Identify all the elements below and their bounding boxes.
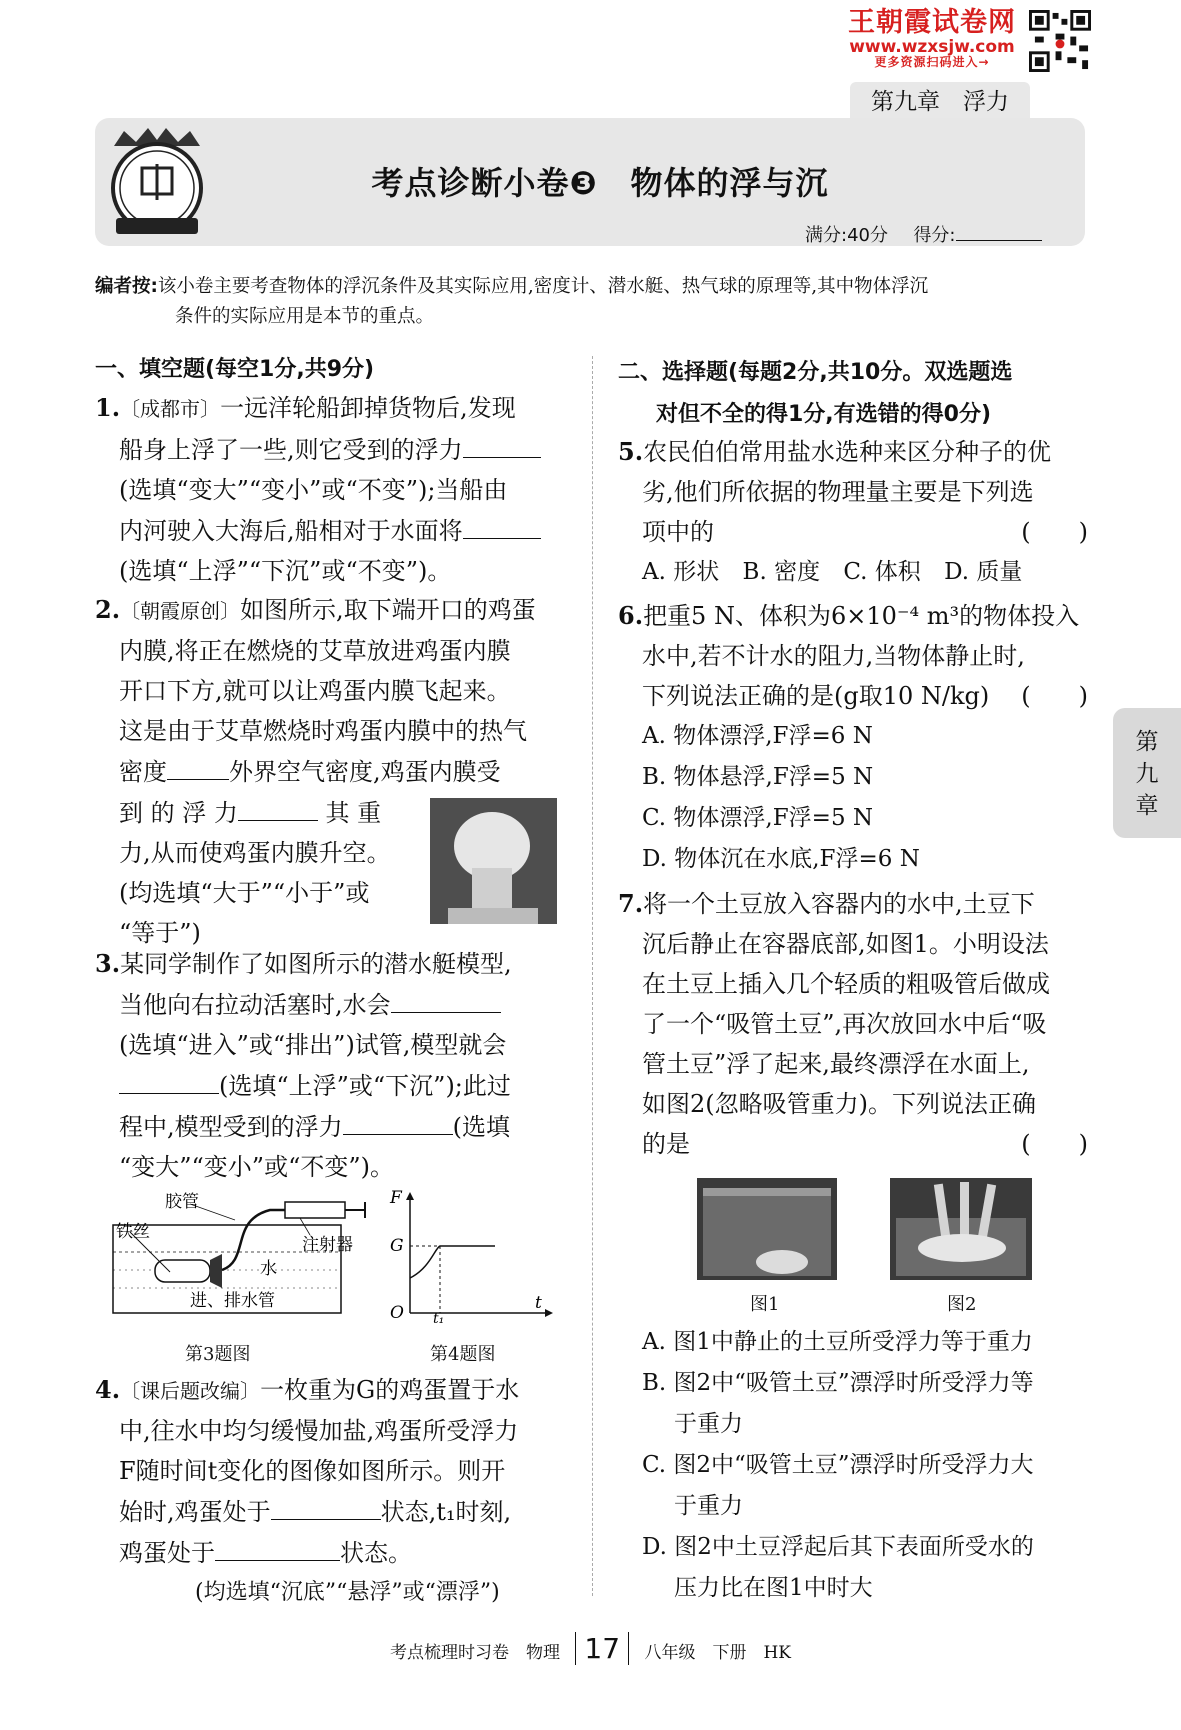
fig4-origin-O: O [390, 1303, 404, 1323]
q7-text: 沉后静止在容器底部,如图1。小明设法 [642, 930, 1049, 958]
q7-number: 7. [618, 889, 644, 918]
chapter-tab: 第九章 浮力 [850, 82, 1030, 122]
editor-note [95, 272, 1095, 332]
fig4-axis-F: F [390, 1188, 402, 1208]
q2-text: 力,从而使鸡蛋内膜升空。 [119, 839, 391, 867]
q1-text: (选填“上浮”“下沉”或“不变”)。 [119, 557, 452, 585]
section2-title [618, 352, 1012, 436]
section1-title: 一、填空题(每空1分,共9分) [95, 357, 375, 382]
brand-name: 王朝霞试卷网 [848, 7, 1016, 38]
question-7 [618, 884, 1088, 1164]
q7-option-c[interactable]: C. 图2中“吸管土豆”漂浮时所受浮力大 [642, 1452, 1034, 1478]
question-4 [95, 1370, 565, 1613]
brand-block [848, 8, 1016, 70]
fig4-axis-t: t [535, 1293, 542, 1313]
page-footer [0, 1632, 1181, 1665]
q2-text: 外界空气密度,鸡蛋内膜受 [229, 758, 501, 786]
side-tab-char: 第 [1135, 729, 1159, 755]
q2-text: 密度 [119, 758, 167, 786]
q2-number: 2. [95, 595, 121, 624]
question-1 [95, 388, 565, 591]
side-tab-char: 九 [1135, 761, 1159, 787]
q6-text: 下列说法正确的是(g取10 N/kg) [642, 682, 990, 710]
q3-blank-3[interactable] [343, 1106, 453, 1135]
page-title: 考点诊断小卷❸ 物体的浮与沉 [371, 164, 829, 202]
q2-text: 到 的 浮 力 [119, 799, 238, 827]
q4-text: F随时间t变化的图像如图所示。则开 [119, 1457, 506, 1485]
brand-logo-icon [104, 126, 210, 244]
q6-text: 水中,若不计水的阻力,当物体静止时, [642, 642, 1025, 670]
q7-option-d[interactable]: D. 图2中土豆浮起后其下表面所受水的 [642, 1534, 1034, 1560]
q3-text: 某同学制作了如图所示的潜水艇模型, [120, 950, 512, 978]
qr-code-icon[interactable] [1029, 10, 1091, 72]
q7-text: 将一个土豆放入容器内的水中,土豆下 [643, 890, 1035, 918]
q1-source: 〔成都市〕 [120, 397, 221, 421]
q1-blank-2[interactable] [463, 510, 541, 539]
q4-text: 鸡蛋处于 [119, 1539, 215, 1567]
q3-text: (选填“上浮”或“下沉”);此过 [219, 1072, 511, 1100]
q7-text: 的是 [642, 1130, 690, 1158]
figure-3-submarine-model [110, 1190, 380, 1320]
q2-blank-2[interactable] [238, 792, 318, 821]
q5-text: 劣,他们所依据的物理量主要是下列选 [642, 478, 1034, 506]
q2-text: 其 重 [325, 799, 382, 827]
q6-option-a[interactable]: A. 物体漂浮,F浮=6 N [642, 723, 873, 749]
q4-text: 中,往水中均匀缓慢加盐,鸡蛋所受浮力 [119, 1417, 519, 1445]
q6-option-d[interactable]: D. 物体沉在水底,F浮=6 N [642, 846, 920, 872]
q7-text: 如图2(忽略吸管重力)。下列说法正确 [642, 1090, 1036, 1118]
q7-options [642, 1322, 1092, 1609]
figure-4-force-time-graph [385, 1188, 555, 1323]
note-label: 编者按: [95, 276, 158, 297]
q2-text: 内膜,将正在燃烧的艾草放进鸡蛋内膜 [119, 637, 511, 665]
q5-option-a[interactable]: A. 形状 [642, 559, 720, 585]
q1-number: 1. [95, 393, 121, 422]
q4-number: 4. [95, 1375, 121, 1404]
q4-text: (均选填“沉底”“悬浮”或“漂浮”) [195, 1580, 500, 1605]
q2-text: 开口下方,就可以让鸡蛋内膜飞起来。 [119, 677, 511, 705]
fig4-label-t1: t₁ [433, 1311, 445, 1323]
fig3-label-pipe: 进、排水管 [190, 1291, 275, 1311]
q7-option-a[interactable]: A. 图1中静止的土豆所受浮力等于重力 [642, 1329, 1033, 1355]
q7-text: 了一个“吸管土豆”,再次放回水中后“吸 [642, 1010, 1047, 1038]
q7-text: 在土豆上插入几个轻质的粗吸管后做成 [642, 970, 1050, 998]
q4-text: 始时,鸡蛋处于 [119, 1498, 271, 1526]
question-5 [618, 432, 1088, 592]
q1-text: 一远洋轮船卸掉货物后,发现 [220, 394, 516, 422]
fig3-caption: 第3题图 [185, 1344, 251, 1365]
q7-answer-paren[interactable]: ( ) [1021, 1130, 1088, 1158]
figure-1-potato-photo [697, 1178, 837, 1280]
footer-right: 八年级 下册 HK [644, 1643, 791, 1663]
q4-source: 〔课后题改编〕 [120, 1379, 261, 1403]
q5-answer-paren[interactable]: ( ) [1021, 518, 1088, 546]
q5-text: 项中的 [642, 518, 714, 546]
q7-option-b-cont[interactable]: 于重力 [674, 1411, 743, 1437]
q1-blank-1[interactable] [463, 429, 541, 458]
brand-url: www.wzxsjw.com [849, 36, 1015, 57]
fig2-caption: 图2 [947, 1294, 977, 1315]
q3-blank-1[interactable] [391, 984, 501, 1013]
q3-number: 3. [95, 949, 121, 978]
question-6 [618, 596, 1088, 880]
q4-text: 状态。 [340, 1539, 412, 1567]
fig3-label-water: 水 [260, 1259, 277, 1279]
question-3 [95, 944, 565, 1187]
q7-option-c-cont[interactable]: 于重力 [674, 1493, 743, 1519]
fig4-caption: 第4题图 [430, 1344, 496, 1365]
score-line [805, 220, 1042, 247]
q3-text: (选填 [452, 1113, 511, 1141]
q5-text: 农民伯伯常用盐水选种来区分种子的优 [643, 438, 1052, 466]
q1-text: 船身上浮了一些,则它受到的浮力 [119, 436, 463, 464]
section2-title-line1: 二、选择题(每题2分,共10分。双选题选 [618, 360, 1013, 385]
q2-text: “等于”) [119, 919, 201, 947]
q7-option-b[interactable]: B. 图2中“吸管土豆”漂浮时所受浮力等 [642, 1370, 1034, 1396]
q7-text: 管土豆”浮了起来,最终漂浮在水面上, [642, 1050, 1030, 1078]
q4-blank-1[interactable] [271, 1491, 381, 1520]
section2-title-line2: 对但不全的得1分,有选错的得0分) [656, 402, 992, 427]
side-tab-char: 章 [1135, 793, 1159, 819]
fig3-label-hose: 胶管 [165, 1192, 199, 1212]
q1-text: (选填“变大”“变小”或“不变”);当船由 [119, 476, 508, 504]
note-line1: 该小卷主要考查物体的浮沉条件及其实际应用,密度计、潜水艇、热气球的原理等,其中物体浮沉 [157, 276, 929, 297]
q4-text: 一枚重为G的鸡蛋置于水 [260, 1376, 520, 1404]
q2-text: 这是由于艾草燃烧时鸡蛋内膜中的热气 [119, 717, 527, 745]
q2-blank-1[interactable] [167, 751, 229, 780]
fig3-label-syringe: 注射器 [302, 1235, 353, 1255]
score-label: 得分: [913, 225, 956, 246]
q3-text: 程中,模型受到的浮力 [119, 1113, 343, 1141]
q3-text: (选填“进入”或“排出”)试管,模型就会 [119, 1031, 507, 1059]
q6-option-c[interactable]: C. 物体漂浮,F浮=5 N [642, 805, 874, 831]
note-line2: 条件的实际应用是本节的重点。 [175, 306, 435, 327]
brand-tagline: 更多资源扫码进入→ [874, 55, 990, 70]
q2-text: 如图所示,取下端开口的鸡蛋 [240, 596, 536, 624]
q2-text: (均选填“大于”“小于”或 [119, 879, 370, 907]
fig3-label-wire: 铁丝 [116, 1222, 150, 1242]
q4-text: 状态,t₁时刻, [380, 1498, 512, 1526]
q2-source: 〔朝霞原创〕 [120, 599, 241, 623]
page-number: 17 [575, 1632, 629, 1665]
q5-number: 5. [618, 437, 644, 466]
q4-blank-2[interactable] [215, 1532, 340, 1561]
column-divider [592, 356, 593, 1596]
q6-number: 6. [618, 601, 644, 630]
q3-text: 当他向右拉动活塞时,水会 [119, 991, 391, 1019]
q7-option-d-cont[interactable]: 压力比在图1中时大 [674, 1575, 873, 1601]
score-blank[interactable] [956, 220, 1042, 241]
q1-text: 内河驶入大海后,船相对于水面将 [119, 517, 463, 545]
q5-option-d[interactable]: D. 质量 [944, 559, 1023, 585]
q3-text: “变大”“变小”或“不变”)。 [119, 1153, 394, 1181]
figure-2-straw-potato-photo [890, 1178, 1032, 1280]
footer-left: 考点梳理时习卷 物理 [390, 1643, 560, 1663]
fig1-caption: 图1 [750, 1294, 780, 1315]
q3-blank-2[interactable] [119, 1065, 219, 1094]
q6-text: 把重5 N、体积为6×10⁻⁴ m³的物体投入 [643, 602, 1080, 630]
q5-option-b[interactable]: B. 密度 [742, 559, 821, 585]
q5-option-c[interactable]: C. 体积 [843, 559, 921, 585]
full-score: 满分:40分 [805, 225, 888, 246]
q6-answer-paren[interactable]: ( ) [1021, 682, 1088, 710]
egg-membrane-photo [430, 798, 557, 924]
q6-option-b[interactable]: B. 物体悬浮,F浮=5 N [642, 764, 874, 790]
side-chapter-tab [1113, 708, 1181, 838]
fig4-label-G: G [390, 1236, 404, 1256]
